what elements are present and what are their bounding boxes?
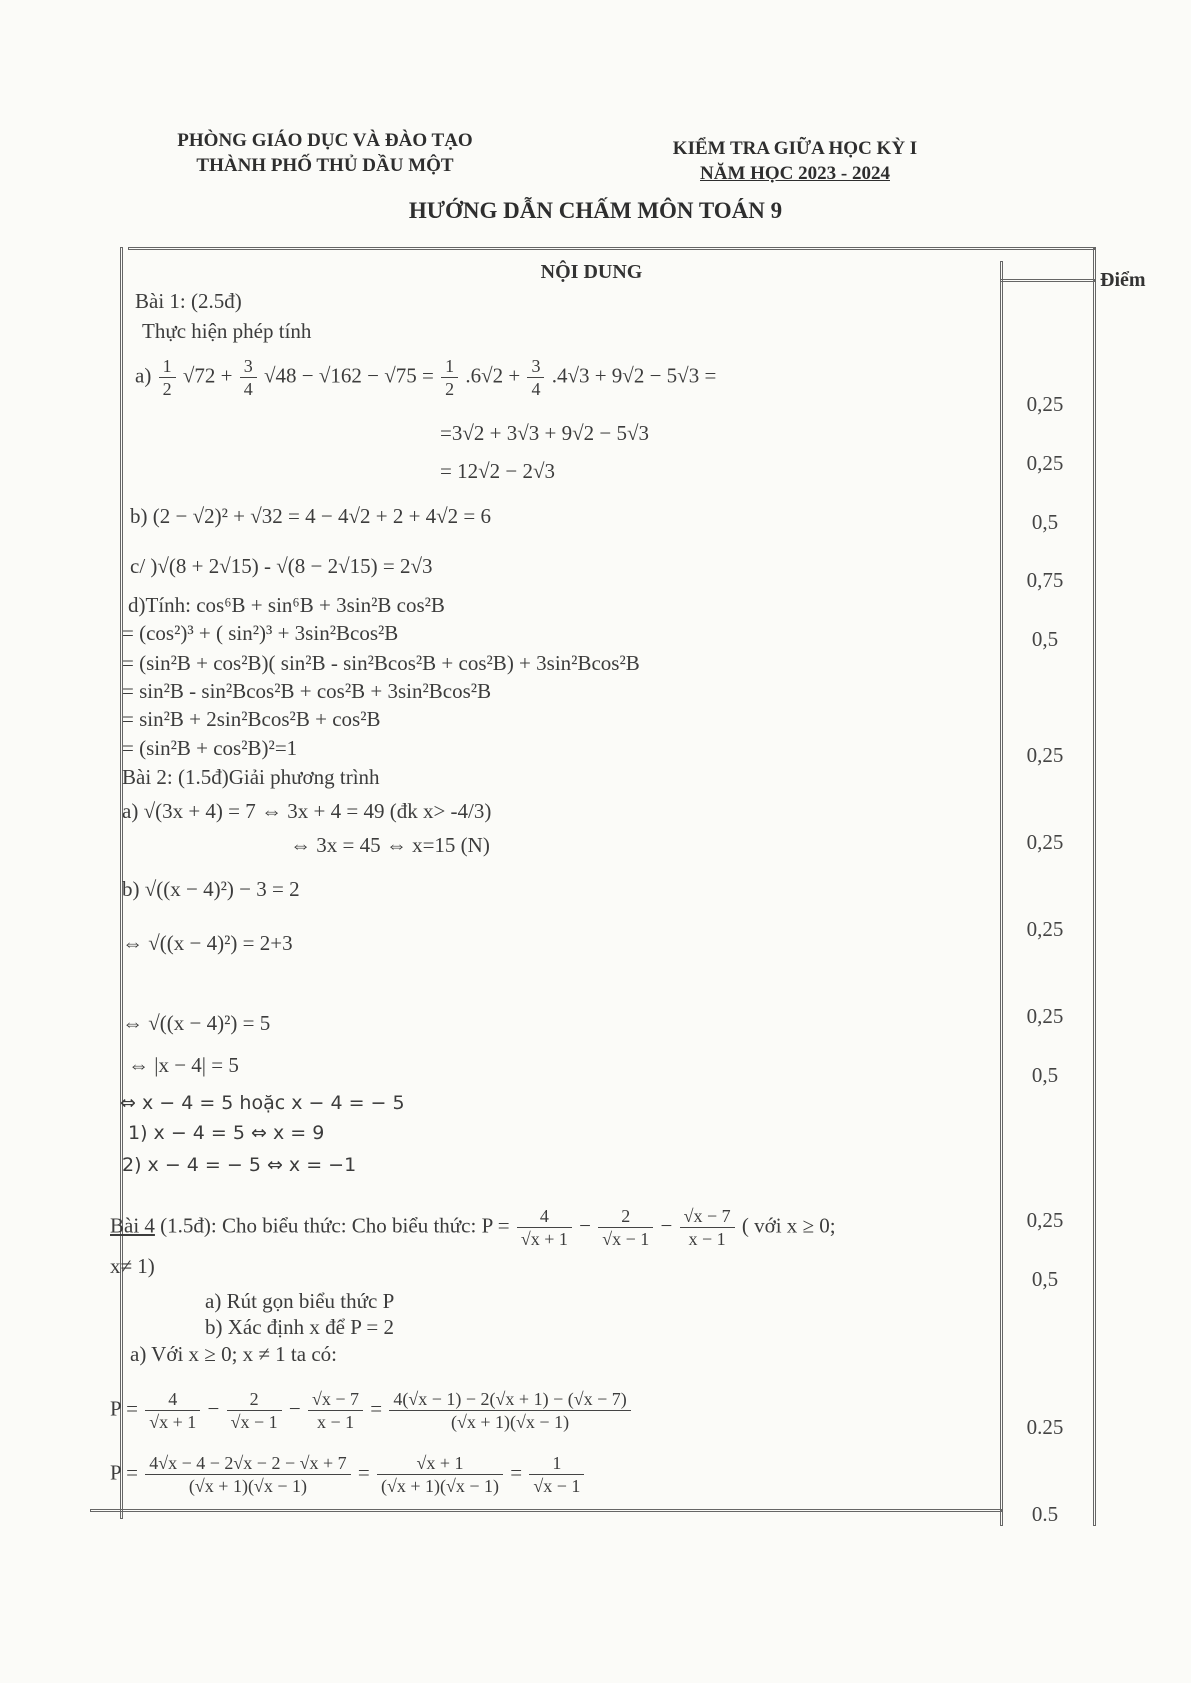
score-1a-2: 0,25 [1026,451,1064,475]
problem-1d-line3: = (sin²B + cos²B)( sin²B - sin²Bcos²B + cos²B) + 3sin²Bcos²B [122,651,640,675]
score-4a-1: 0.25 [1026,1415,1064,1439]
problem-1b: b) (2 − √2)² + √32 = 4 − 4√2 + 2 + 4√2 = 6 [130,504,492,528]
problem-4-prompt: (1.5đ): Cho biểu thức: Cho biểu thức: [160,1213,477,1238]
step2-expanded: $\frac{4√x - 4 - 2√x - 2 - √x + 7}{(√x + 1)(√x - 1)}$ [145,1452,350,1497]
problem-4a-intro: a) Với x ≥ 0; x ≠ 1 ta có: [130,1342,337,1366]
p-symbol: P = [110,1460,138,1485]
sqrt-48-term: √48 − √162 − √75 = [263,363,440,388]
score-2b-1: 0,25 [1026,917,1064,941]
school-year: NĂM HỌC 2023 - 2024 [700,163,890,184]
problem-1a-line1 [135,355,716,400]
score-1a-1: 0,25 [1026,392,1064,416]
minus-sign: − [660,1213,673,1238]
problem-2b-line1: b) √((x − 4)²) − 3 = 2 [122,877,300,901]
problem-4-line1 [110,1205,836,1250]
rhs-term-2: .4√3 + 9√2 − 5√3 = [551,363,717,388]
score-4a-2: 0.5 [1031,1502,1059,1526]
sqrt-72-term: √72 + [182,363,238,388]
document-title: HƯỚNG DẪN CHẤM MÔN TOÁN 9 [408,198,783,223]
p-condition: ( với x ≥ 0; [741,1213,836,1238]
score-1d-2: 0,25 [1026,743,1064,767]
step1-term-2: $\frac{2}{√x - 1}$ [227,1388,282,1433]
problem-4-condition-cont: x≠ 1) [110,1254,155,1278]
header-left [140,128,510,178]
problem-1-instruction: Thực hiện phép tính [142,319,312,343]
minus-sign: − [288,1396,301,1421]
problem-4-label: Bài 4 [110,1213,155,1238]
problem-1a-label: a) [135,363,152,388]
score-1d-1: 0,5 [1031,627,1059,651]
problem-4a-task: a) Rút gọn biểu thức P [205,1289,395,1313]
exam-name: KIỂM TRA GIỮA HỌC KỲ I [672,138,918,159]
table-top-border [128,247,1095,250]
problem-1a-line3: = 12√2 − 2√3 [440,459,555,483]
problem-1d-line5: = sin²B + 2sin²Bcos²B + cos²B [122,707,381,731]
problem-4b-task: b) Xác định x để P = 2 [205,1315,394,1339]
problem-1c: c/ )√(8 + 2√15) - √(8 − 2√15) = 2√3 [130,554,433,578]
score-2b-3: 0,5 [1031,1063,1059,1087]
fraction-three-quarters: $\frac{3}{4}$ [240,355,257,400]
equals-sign: = [510,1460,523,1485]
score-2b-2: 0,25 [1026,1004,1064,1028]
equals-sign: = [370,1396,383,1421]
step1-combined: $\frac{4(√x - 1) - 2(√x + 1) - (√x - 7)}{(√x + 1)(√x - 1)}$ [389,1388,630,1433]
problem-1d-line1: d)Tính: cos⁶B + sin⁶B + 3sin²B cos²B [128,593,445,617]
problem-1d-line4: = sin²B - sin²Bcos²B + cos²B + 3sin²Bcos²B [122,679,492,703]
problem-2b-line2: ⇔ √((x − 4)²) = 2+3 [122,931,293,955]
score-4-2: 0,5 [1031,1267,1059,1291]
problem-1d-line2: = (cos²)³ + ( sin²)³ + 3sin²Bcos²B [122,621,399,645]
problem-1-title: Bài 1: (2.5đ) [135,289,242,313]
p-term-1: $\frac{4}{√x + 1}$ [517,1205,572,1250]
problem-2a-line1: a) √(3x + 4) = 7 ⇔ 3x + 4 = 49 (đk x> -4/3) [122,799,492,823]
step2-simplified: $\frac{√x + 1}{(√x + 1)(√x - 1)}$ [377,1452,503,1497]
problem-2b-line7: 2) x − 4 = − 5 ⇔ x = −1 [122,1154,357,1176]
score-1c: 0,75 [1026,568,1064,592]
step1-term-3: $\frac{√x - 7}{x - 1}$ [308,1388,363,1433]
p-symbol: P = [110,1396,138,1421]
problem-2b-line3: ⇔ √((x − 4)²) = 5 [122,1011,271,1035]
column-header-score: Điểm [1100,269,1146,291]
problem-2a-line2: ⇔ 3x = 45 ⇔ x=15 (N) [290,833,490,857]
problem-2b-line6: 1) x − 4 = 5 ⇔ x = 9 [128,1122,325,1144]
score-1b: 0,5 [1031,510,1059,534]
score-2a: 0,25 [1026,830,1064,854]
fraction-one-half: $\frac{1}{2}$ [159,355,176,400]
p-term-2: $\frac{2}{√x - 1}$ [598,1205,653,1250]
problem-2-title: Bài 2: (1.5đ)Giải phương trình [122,765,380,789]
problem-2b-line4: ⇔ |x − 4| = 5 [128,1053,239,1077]
step1-term-1: $\frac{4}{√x + 1}$ [145,1388,200,1433]
fraction-one-half-rhs: $\frac{1}{2}$ [441,355,458,400]
score-4-1: 0,25 [1026,1208,1064,1232]
column-header-content: NỘI DUNG [540,261,643,283]
table-right-border [1093,247,1096,1526]
minus-sign: − [579,1213,591,1238]
header-right [640,136,950,186]
problem-1a-line2: =3√2 + 3√3 + 9√2 − 5√3 [440,421,649,445]
p-symbol: P = [481,1213,510,1238]
fraction-three-quarters-rhs: $\frac{3}{4}$ [527,355,544,400]
step2-result: $\frac{1}{√x - 1}$ [529,1452,584,1497]
problem-4a-step2 [110,1452,586,1497]
problem-1d-line6: = (sin²B + cos²B)²=1 [122,736,298,760]
table-bottom-border [90,1509,1002,1512]
city-name: THÀNH PHỐ THỦ DẦU MỘT [196,155,454,176]
minus-sign: − [207,1396,220,1421]
p-term-3: $\frac{√x - 7}{x - 1}$ [680,1205,735,1250]
rhs-term-1: .6√2 + [465,363,526,388]
equals-sign: = [357,1460,370,1485]
problem-4a-step1 [110,1388,633,1433]
problem-2b-line5: ⇔ x − 4 = 5 hoặc x − 4 = − 5 [120,1092,405,1114]
department-name: PHÒNG GIÁO DỤC VÀ ĐÀO TẠO [177,130,473,151]
